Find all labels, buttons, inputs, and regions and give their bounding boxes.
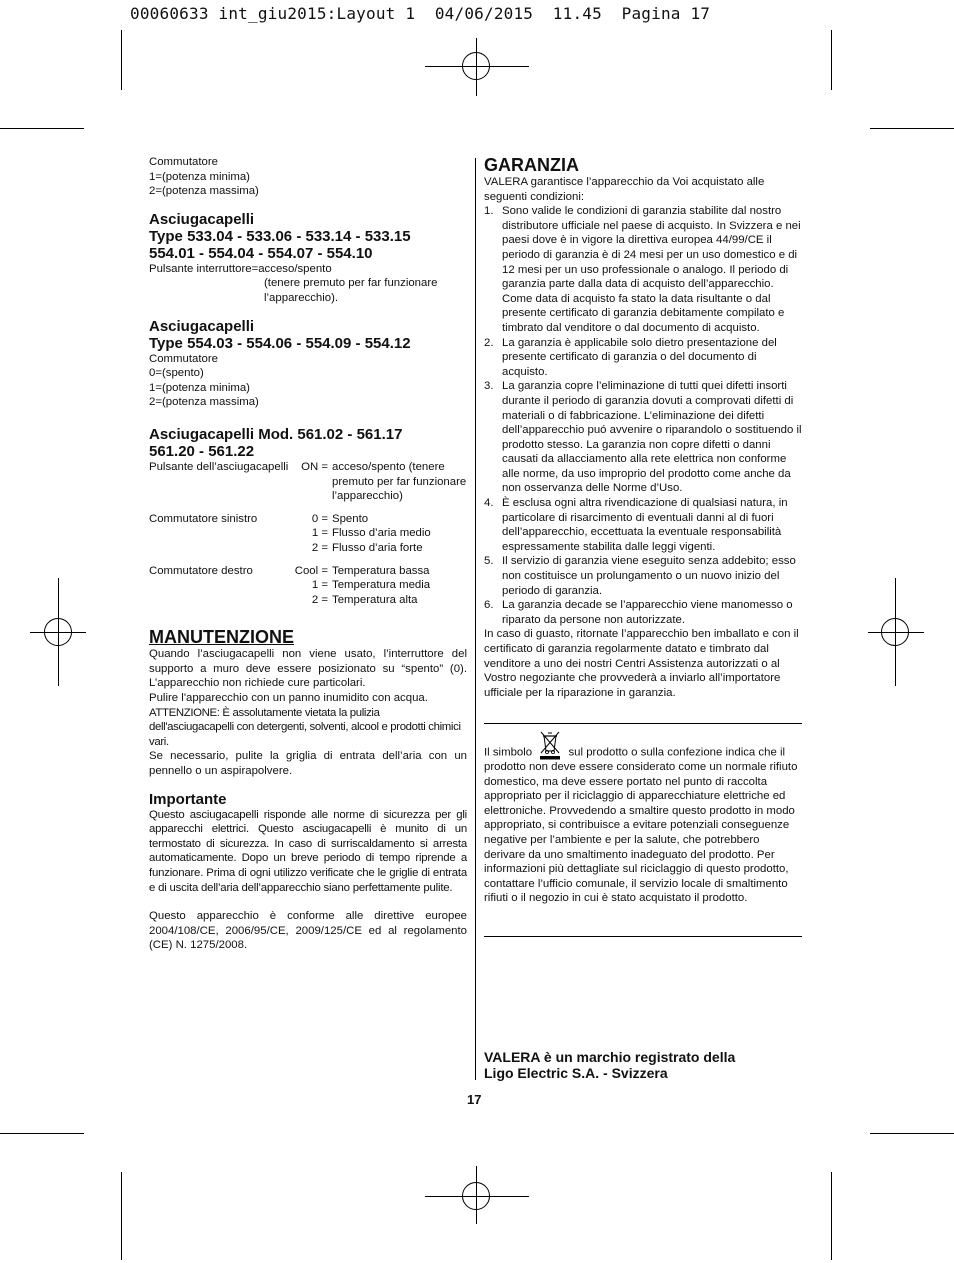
divider bbox=[484, 936, 802, 937]
section-heading: MANUTENZIONE bbox=[149, 627, 294, 648]
crop-mark bbox=[870, 1133, 954, 1134]
guarantee-list bbox=[484, 204, 802, 627]
section-mod-561 bbox=[149, 426, 467, 607]
section-heading: Importante bbox=[149, 790, 227, 808]
trademark-note: VALERA è un marchio registrato della Ligo Electric S.A. - Svizzera bbox=[484, 1049, 736, 1081]
crop-mark bbox=[831, 1172, 832, 1260]
divider bbox=[484, 723, 802, 724]
right-column: GARANZIA VALERA garantisce l’apparecchio da Voi acquistato alle seguenti condizioni: 1. Sono valide le condizioni di garanzia stabilite dal nostro distributore ufficiale nel paese di acquisto. In Svizzera e nei paesi dove è in vigore la direttiva europea 44/99/CE il periodo di garanzia è di 24 mesi per un uso domestico e di 12 mesi per un uso professionale o analogo. Il periodo di garanzia parte dalla data di acquisto dell’apparecchio. Come data di acquisto fa stato la data risultante o dal presente certificato di garanzia debitamente compilato e timbrato dal venditore o dal documento di acquisto. 2. La garanzia è applicabile solo dietro presentazione del presente certificato di garanzia o del documento di acquisto. 3. La garanzia copre l’eliminazione di tutti quei difetti insorti durante il periodo di garanzia dovuti a comprovati difetti di materiali o di fabbricazione. L’eliminazione dei difetti dell’apparecchio puó avvenire o riparandolo o sostituendo il prodotto stesso. La garanzia non copre difetti o danni causati da allacciamento alla rete elettrica non conforme alle norme, da uso improprio del prodotto come anche da non osservanza delle Norme d’Uso. 4. È esclusa ogni altra rivendicazione di qualsiasi natura, in particolare di risarcimento di eventuali danni al di fuori dell’apparecchio, eccettuata la eventuale responsabilità espressamente stabilita dalle leggi vigenti. 5. Il servizio di garanzia viene eseguito senza addebito; esso non costituisce un prolungamento o un nuovo inizio del periodo di garanzia. 6. La garanzia decade se l’apparecchio viene manomesso o riparato da persone non autorizzate. In caso di guasto, ritornate l’apparecchio ben imballato e con il certificato di garanzia regolarmente datato e timbrato dal venditore a uno dei nostri Centri Assistenza autorizzati o al Vostro negoziante che provvederà a inviarlo all’importatore ufficiale per la riparazione in garanzia. bbox=[484, 155, 802, 699]
commutatore-block: Commutatore 1=(potenza minima) 2=(potenza massima) bbox=[149, 156, 259, 198]
list-item: 1. Sono valide le condizioni di garanzia stabilite dal nostro distributore ufficiale nel paese di acquisto. In Svizzera e nei paesi dove è in vigore la direttiva europea 44/99/CE il periodo di garanzia è di 24 mesi per un uso domestico e di 12 mesi per un uso professionale o analogo. Il periodo di garanzia parte dalla data di acquisto dell’apparecchio. Come data di acquisto fa stato la data risultante o dal presente certificato di garanzia debitamente compilato e timbrato dal venditore o dal documento di acquisto. bbox=[484, 205, 801, 334]
list-item: 5. Il servizio di garanzia viene eseguito senza addebito; esso non costituisce un prolungamento o un nuovo inizio del periodo di garanzia. bbox=[484, 555, 796, 597]
left-column bbox=[149, 155, 467, 953]
crop-mark bbox=[121, 1172, 122, 1260]
section-heading: Type 533.04 - 533.06 - 533.14 - 533.15 bbox=[149, 227, 411, 245]
spec-row: Commutatore sinistro 0 = 1 = 2 = Spento Flusso d’aria medio Flusso d’aria forte bbox=[149, 512, 431, 554]
print-slug: 00060633 int_giu2015:Layout 1 04/06/2015 11.45 Pagina 17 bbox=[130, 4, 711, 23]
list-item: 2. La garanzia è applicabile solo dietro presentazione del presente certificato di garanzia o del documento di acquisto. bbox=[484, 336, 777, 378]
section-heading: 561.20 - 561.22 bbox=[149, 442, 255, 460]
spec-row: Pulsante dell’asciugacapelli ON = acceso/spento (tenere premuto per far funzionare l’apparecchio) bbox=[149, 460, 467, 503]
manutenzione-section: MANUTENZIONE Quando l’asciugacapelli non viene usato, l’interruttore del supporto a muro deve essere posizionato su “spento” (0). L’apparecchio non richiede cure particolari. Pulire l'apparecchio con un panno inumidito con acqua. ATTENZIONE: È assolutamente vietata la pulizia dell'asciugacapelli con detergenti, solventi, alcool e prodotti chimici vari. Se necessario, pulite la griglia di entrata dell’aria con un pennello o un aspirapolvere. bbox=[149, 627, 467, 778]
page-number: 17 bbox=[467, 1092, 482, 1107]
crop-mark bbox=[831, 30, 832, 90]
section-type-554: Asciugacapelli Type 554.03 - 554.06 - 554.09 - 554.12 Commutatore 0=(spento) 1=(potenza minima) 2=(potenza massima) bbox=[149, 318, 467, 410]
weee-notice: Il simbolo sul prodotto o sulla confezione indica che il prodotto non deve essere considerato come un normale rifiuto domestico, ma deve essere portato nel punto di raccolta appropriato per il riciclaggio di apparecchiature elettriche ed elettroniche. Provvedendo a smaltire questo prodotto in modo appropriato, si contribuisce a evitare potenziali conseguenze negative per l’ambiente e per la salute, che potrebbero derivare da uno smaltimento inadeguato del prodotto. Per informazioni più dettagliate sul riciclaggio di questo prodotto, contattare l’ufficio comunale, il servizio locale di smaltimento rifiuti o il negozio in cui è stato acquistato il prodotto. bbox=[484, 730, 802, 906]
section-heading: Asciugacapelli bbox=[149, 210, 255, 228]
list-item: 4. È esclusa ogni altra rivendicazione di qualsiasi natura, in particolare di risarcimento di eventuali danni al di fuori dell’apparecchio, eccettuata la eventuale responsabilità espressamente stabilita dalle leggi vigenti. bbox=[484, 497, 788, 553]
spec-row: Commutatore destro Cool = 1 = 2 = Temperatura bassa Temperatura media Temperatura alta bbox=[149, 564, 431, 606]
column-separator bbox=[475, 158, 476, 1080]
list-item: 6. La garanzia decade se l’apparecchio viene manomesso o riparato da persone non autorizzate. bbox=[484, 599, 793, 626]
crossed-bin-icon bbox=[537, 730, 563, 760]
list-item: 3. La garanzia copre l’eliminazione di tutti quei difetti insorti durante il periodo di garanzia dovuti a comprovati difetti di materiali o di fabbricazione. L’eliminazione dei difetti dell’apparecchio puó avvenire o riparandolo o sostituendo il prodotto stesso. La garanzia non copre difetti o danni causati da allacciamento alla rete elettrica non conforme alle norme, da uso improprio del prodotto come anche da non osservanza delle Norme d’Uso. bbox=[484, 380, 802, 495]
crop-mark bbox=[0, 128, 84, 129]
crop-mark bbox=[870, 128, 954, 129]
section-heading: Type 554.03 - 554.06 - 554.09 - 554.12 bbox=[149, 334, 411, 352]
crop-mark bbox=[121, 30, 122, 90]
section-heading: Asciugacapelli bbox=[149, 317, 255, 335]
section-heading: GARANZIA bbox=[484, 155, 579, 175]
section-heading: Asciugacapelli Mod. 561.02 - 561.17 bbox=[149, 425, 403, 443]
crop-mark bbox=[0, 1133, 84, 1134]
section-type-533: Asciugacapelli Type 533.04 - 533.06 - 533.14 - 533.15 554.01 - 554.04 - 554.07 - 554.10 Pulsante interruttore=acceso/spento (tenere premuto per far funzionare l’apparecchio). bbox=[149, 211, 467, 306]
section-heading: 554.01 - 554.04 - 554.07 - 554.10 bbox=[149, 244, 373, 262]
importante-section: Importante Questo asciugacapelli risponde alle norme di sicurezza per gli apparecchi elettrici. Questo asciugacapelli è munito di un termostato di sicurezza. In caso di surriscaldamento si arresta automaticamente. Dopo un breve periodo di tempo riprende a funzionare. Prima di ogni utilizzo verificate che le griglie di entrata e di uscita dell’aria dell’apparecchio siano perfettamente pulite. Questo apparecchio è conforme alle direttive europee 2004/108/CE, 2006/95/CE, 2009/125/CE ed al regolamento (CE) N. 1275/2008. bbox=[149, 790, 467, 952]
